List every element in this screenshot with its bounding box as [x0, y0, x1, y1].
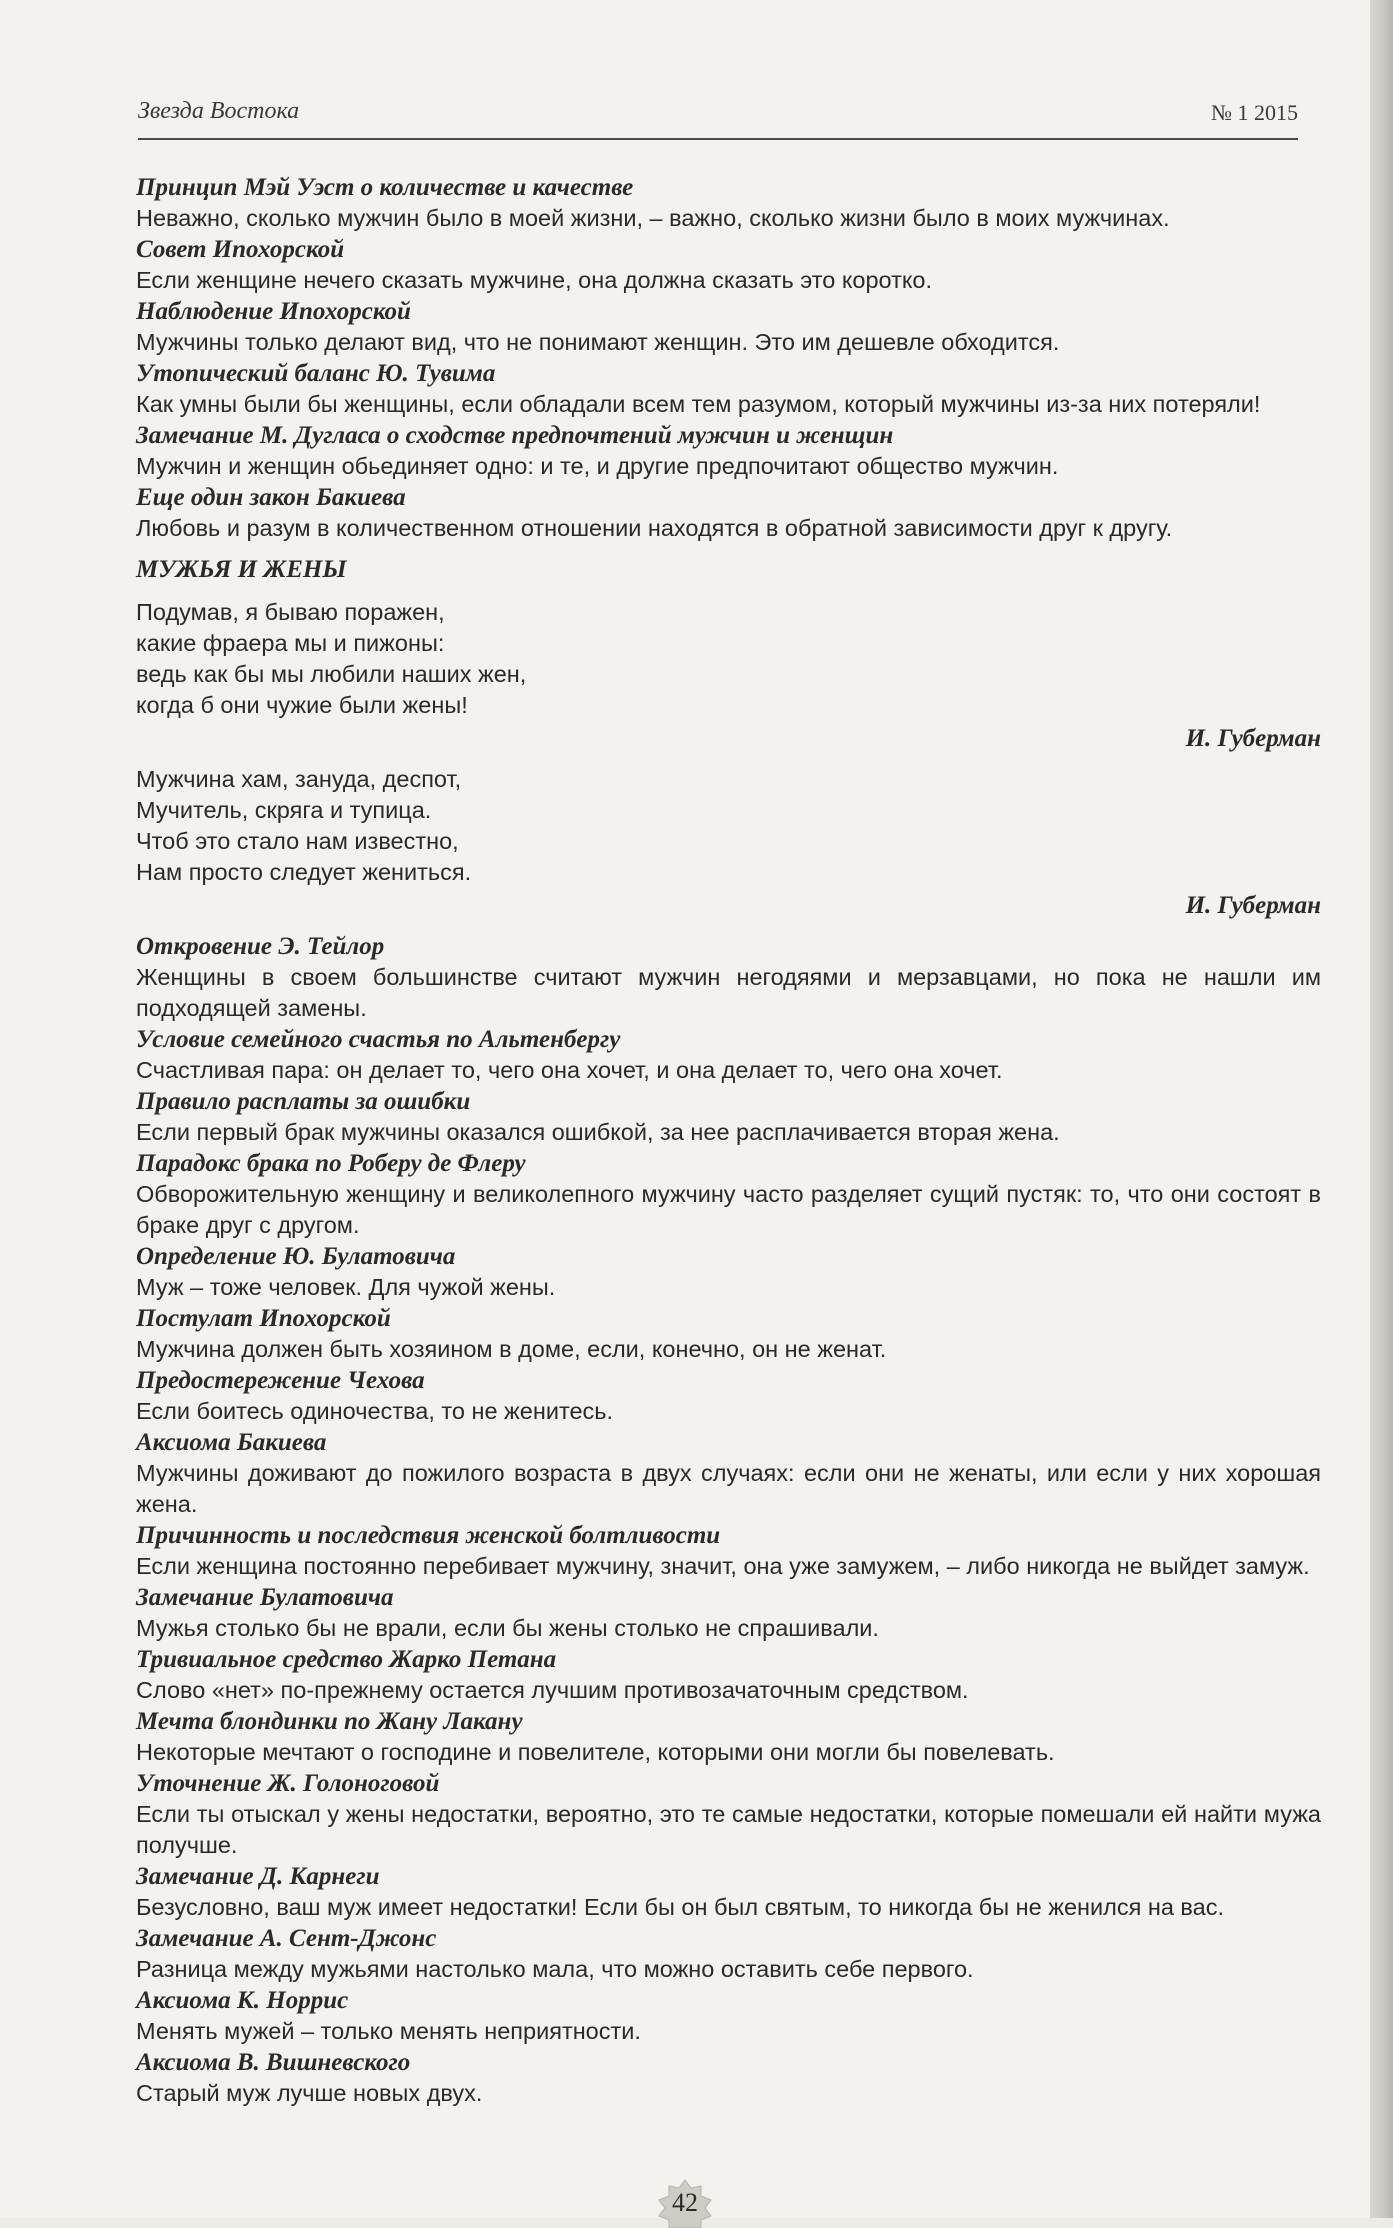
- entry-text: Мужья столько бы не врали, если бы жены столько не спрашивали.: [136, 1615, 879, 1641]
- poem-author: И. Губерман: [1185, 892, 1321, 919]
- entry-text: Если боитесь одиночества, то не женитесь.: [136, 1398, 614, 1424]
- entry-title: Причинность и последствия женской болтливости: [136, 1522, 721, 1549]
- entry-title: Совет Ипохорской: [136, 236, 345, 263]
- poem-line: Подумав, я бываю поражен,: [136, 599, 445, 625]
- entry-text: Если женщине нечего сказать мужчине, она должна сказать это коротко.: [136, 267, 933, 293]
- entry-text: Если женщина постоянно перебивает мужчину, значит, она уже замужем, – либо никогда не выйдет замуж.: [136, 1553, 1310, 1579]
- entry-title: Аксиома В. Вишневского: [136, 2049, 411, 2076]
- entry-title: Замечание М. Дугласа о сходстве предпочтений мужчин и женщин: [136, 422, 894, 449]
- entry-title: Условие семейного счастья по Альтенбергу: [136, 1026, 621, 1053]
- entry-title: Аксиома К. Норрис: [136, 1987, 349, 2014]
- issue-number: № 1 2015: [1211, 100, 1298, 125]
- entry-text: Женщины в своем большинстве считают мужчин негодяями и мерзавцами, но пока не нашли им подходящей замены.: [136, 964, 1321, 1021]
- entry-title: Замечание Д. Карнеги: [136, 1863, 380, 1890]
- section-title: МУЖЬЯ И ЖЕНЫ: [136, 556, 347, 583]
- entry-title: Определение Ю. Булатовича: [136, 1243, 456, 1270]
- poem-line: Мужчина хам, зануда, деспот,: [136, 766, 462, 792]
- entry-title: Постулат Ипохорской: [136, 1305, 391, 1332]
- entry-text: Разница между мужьями настолько мала, что можно оставить себе первого.: [136, 1956, 974, 1982]
- entry-title: Наблюдение Ипохорской: [136, 298, 411, 325]
- poem-line: Мучитель, скряга и тупица.: [136, 797, 432, 823]
- entry-text: Мужчина должен быть хозяином в доме, если, конечно, он не женат.: [136, 1336, 887, 1362]
- entry-text: Некоторые мечтают о господине и повелителе, которыми они могли бы повелевать.: [136, 1739, 1055, 1765]
- entry-title: Замечание А. Сент-Джонс: [136, 1925, 437, 1952]
- entry-title: Принцип Мэй Уэст о количестве и качестве: [136, 174, 634, 201]
- entry-text: Счастливая пара: он делает то, чего она хочет, и она делает то, чего она хочет.: [136, 1057, 1003, 1083]
- entries-block-2: [136, 931, 1321, 2109]
- entry-title: Мечта блондинки по Жану Лакану: [136, 1708, 523, 1735]
- article-body: [136, 172, 1321, 2109]
- poem-line: когда б они чужие были жены!: [136, 692, 468, 718]
- entry-title: Аксиома Бакиева: [136, 1429, 327, 1456]
- poem-author: И. Губерман: [1185, 725, 1321, 752]
- entry-title: Замечание Булатовича: [136, 1584, 394, 1611]
- entry-text: Любовь и разум в количественном отношении находятся в обратной зависимости друг к другу.: [136, 515, 1173, 541]
- entry-title: Еще один закон Бакиева: [136, 484, 406, 511]
- entry-text: Мужчин и женщин обьединяет одно: и те, и другие предпочитают общество мужчин.: [136, 453, 1059, 479]
- entry-text: Неважно, сколько мужчин было в моей жизни, – важно, сколько жизни было в моих мужчинах.: [136, 205, 1170, 231]
- journal-title: Звезда Востока: [138, 98, 300, 124]
- entry-text: Слово «нет» по-прежнему остается лучшим противозачаточным средством.: [136, 1677, 969, 1703]
- entry-title: Парадокс брака по Роберу де Флеру: [136, 1150, 526, 1177]
- poem-line: ведь как бы мы любили наших жен,: [136, 661, 527, 687]
- entry-title: Тривиальное средство Жарко Петана: [136, 1646, 557, 1673]
- entry-title: Уточнение Ж. Голоноговой: [136, 1770, 440, 1797]
- entry-text: Менять мужей – только менять неприятности.: [136, 2018, 641, 2044]
- page-number: 42: [672, 2188, 698, 2217]
- poem-line: Чтоб это стало нам известно,: [136, 828, 459, 854]
- poem-line: Нам просто следует жениться.: [136, 859, 472, 885]
- poem-line: какие фраера мы и пижоны:: [136, 630, 445, 656]
- entry-text: Как умны были бы женщины, если обладали всем тем разумом, который мужчины из-за них потеряли!: [136, 391, 1261, 417]
- entry-text: Старый муж лучше новых двух.: [136, 2080, 483, 2106]
- entry-title: Утопический баланс Ю. Тувима: [136, 360, 496, 387]
- entry-text: Мужчины доживают до пожилого возраста в двух случаях: если они не женаты, или если у них хорошая жена.: [136, 1460, 1321, 1517]
- entry-text: Если ты отыскал у жены недостатки, вероятно, это те самые недостатки, которые помешали ей найти мужа получше.: [136, 1801, 1321, 1858]
- entries-block-1: [136, 172, 1321, 544]
- book-spine-edge: [1370, 0, 1393, 2218]
- entry-title: Предостережение Чехова: [136, 1367, 425, 1394]
- entry-text: Обворожительную женщину и великолепного мужчину часто разделяет сущий пустяк: то, что они состоят в браке друг с другом.: [136, 1181, 1321, 1238]
- poems-block: [136, 597, 1321, 921]
- entry-text: Муж – тоже человек. Для чужой жены.: [136, 1274, 556, 1300]
- poem: [136, 764, 1321, 888]
- entry-text: Безусловно, ваш муж имеет недостатки! Если бы он был святым, то никогда бы не женился на вас.: [136, 1894, 1224, 1920]
- running-header: [138, 92, 1298, 140]
- entry-title: Откровение Э. Тейлор: [136, 933, 385, 960]
- entry-text: Мужчины только делают вид, что не понимают женщин. Это им дешевле обходится.: [136, 329, 1060, 355]
- poem: [136, 597, 1321, 721]
- entry-text: Если первый брак мужчины оказался ошибкой, за нее расплачивается вторая жена.: [136, 1119, 1060, 1145]
- entry-title: Правило расплаты за ошибки: [136, 1088, 471, 1115]
